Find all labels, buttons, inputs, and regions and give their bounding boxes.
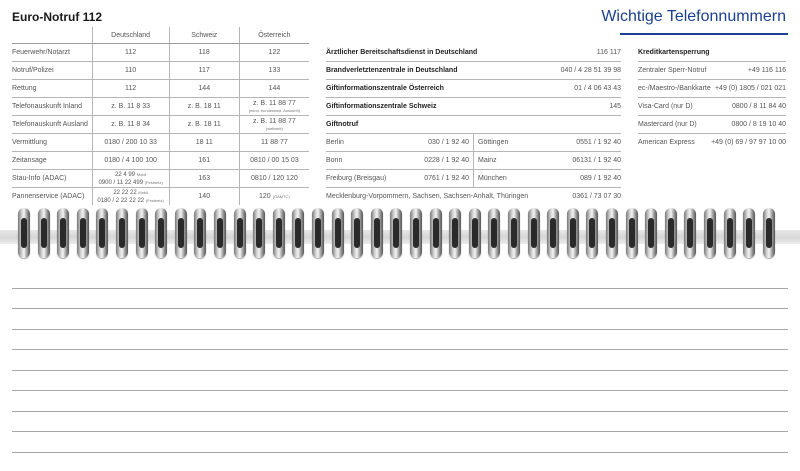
cell-de-landline-note: (Festnetz) (144, 179, 163, 185)
cell-ch: 118 (169, 44, 239, 62)
spiral-ring (567, 208, 579, 258)
cell-de-landline-note: (Festnetz) (145, 197, 164, 203)
list-item (326, 80, 621, 98)
spiral-ring (194, 208, 206, 258)
page-title: Wichtige Telefonnummern (601, 8, 786, 25)
column-header-ch: Schweiz (169, 27, 239, 44)
city-label: Freiburg (Breisgau) (326, 175, 387, 182)
cell-de: 110 (92, 62, 169, 80)
cities-left-column (326, 134, 473, 188)
spiral-ring (312, 208, 324, 258)
item-value: +49 (0) 69 / 97 97 10 00 (711, 139, 786, 146)
spiral-ring (18, 208, 30, 258)
spiral-ring (351, 208, 363, 258)
table-row (12, 80, 309, 98)
cell-at-note: (ÖAMTC) (272, 194, 290, 199)
cell-de-mobile: 22 22 22 (113, 189, 137, 196)
table-row (12, 62, 309, 80)
table-row (12, 188, 309, 206)
writing-lines (12, 268, 788, 453)
cell-at-value: z. B. 11 88 77 (253, 99, 296, 107)
writing-line (12, 268, 788, 289)
item-label: Mastercard (nur D) (638, 121, 697, 128)
item-label: Visa-Card (nur D) (638, 103, 693, 110)
spiral-ring (684, 208, 696, 258)
section-heading (638, 44, 786, 62)
cell-at: 133 (239, 62, 309, 80)
spiral-ring (273, 208, 285, 258)
cell-at-value: z. B. 11 88 77 (253, 117, 296, 125)
list-item (638, 80, 786, 98)
list-item (474, 152, 621, 170)
cell-de-landline: 0900 / 11 22 499 (98, 179, 144, 186)
list-item (638, 62, 786, 80)
cell-ch: 18 11 (169, 134, 239, 152)
list-item (326, 62, 621, 80)
spiral-ring (528, 208, 540, 258)
cell-de-mobile-note: Mobil (138, 189, 148, 195)
item-label: American Express (638, 139, 695, 146)
column-header-at: Österreich (239, 27, 309, 44)
spiral-ring (704, 208, 716, 258)
spiral-ring (136, 208, 148, 258)
city-label: Göttingen (478, 139, 509, 146)
city-label: Mainz (478, 157, 497, 164)
cell-at (239, 116, 309, 134)
spiral-ring (155, 208, 167, 258)
spiral-ring (645, 208, 657, 258)
giftnotruf-cities (326, 134, 621, 188)
writing-line (12, 391, 788, 412)
list-item (638, 134, 786, 151)
item-value: 0800 / 8 19 10 40 (731, 121, 786, 128)
item-label: Giftinformationszentrale Österreich (326, 85, 444, 92)
writing-line (12, 330, 788, 351)
spiral-ring (77, 208, 89, 258)
list-item (326, 98, 621, 116)
city-value: 089 / 1 92 40 (580, 175, 621, 182)
item-label: Zentraler Sperr-Notruf (638, 67, 707, 74)
row-label: Vermittlung (12, 134, 92, 152)
writing-line (12, 432, 788, 453)
list-item (638, 116, 786, 134)
cell-at-note: (mind. bundesweit. Auskunft) (248, 107, 301, 113)
item-label: Giftinformationszentrale Schweiz (326, 103, 437, 110)
list-item (474, 134, 621, 152)
item-value: 0361 / 73 07 30 (572, 193, 621, 200)
row-label: Telefonauskunft Ausland (12, 116, 92, 134)
item-value: 040 / 4 28 51 39 98 (560, 67, 621, 74)
cell-at: 11 88 77 (239, 134, 309, 152)
spiral-ring (38, 208, 50, 258)
city-label: Berlin (326, 139, 344, 146)
cell-ch: 117 (169, 62, 239, 80)
spiral-ring (116, 208, 128, 258)
cell-de (92, 170, 169, 188)
spiral-ring (488, 208, 500, 258)
spiral-ring (410, 208, 422, 258)
row-label: Pannenservice (ADAC) (12, 193, 85, 200)
item-label: Ärztlicher Bereitschaftsdienst in Deutschland (326, 49, 478, 56)
row-label: Stau-Info (ADAC) (12, 170, 92, 188)
cell-de: 112 (92, 80, 169, 98)
spiral-ring (175, 208, 187, 258)
cell-at (239, 98, 309, 116)
table-row (12, 98, 309, 116)
spiral-ring (292, 208, 304, 258)
cell-de: z. B. 11 8 33 (92, 98, 169, 116)
cell-de (92, 188, 169, 206)
cell-ch: z. B. 18 11 (169, 116, 239, 134)
spiral-ring (57, 208, 69, 258)
item-value: +49 116 116 (747, 67, 786, 74)
spiral-ring (606, 208, 618, 258)
table-row (12, 152, 309, 170)
spiral-ring (626, 208, 638, 258)
spiral-ring (743, 208, 755, 258)
spiral-ring (449, 208, 461, 258)
writing-line (12, 309, 788, 330)
writing-line (12, 412, 788, 433)
cell-at: 144 (239, 80, 309, 98)
cell-at-note: (weltweit) (265, 125, 283, 131)
emergency-numbers-table (12, 27, 309, 205)
row-label: Telefonauskunft Inland (12, 98, 92, 116)
spiral-ring (547, 208, 559, 258)
spiral-ring (586, 208, 598, 258)
city-label: München (478, 175, 507, 182)
section-title: Giftnotruf (326, 121, 359, 128)
table-row (12, 170, 309, 188)
cell-ch: 161 (169, 152, 239, 170)
cell-de-mobile-note: Mobil (136, 171, 147, 177)
list-item (474, 170, 621, 188)
cell-de-mobile: 22 4 99 (114, 171, 136, 178)
giftnotruf-heading (326, 116, 621, 134)
item-value: 145 (609, 103, 621, 110)
spiral-ring (96, 208, 108, 258)
city-value: 030 / 1 92 40 (428, 139, 469, 146)
row-label: Rettung (12, 80, 92, 98)
cell-at: 0810 / 00 15 03 (239, 152, 309, 170)
cell-at-value: 120 (259, 193, 271, 200)
cell-de-landline: 0180 / 2 22 22 22 (97, 197, 145, 204)
city-value: 0761 / 1 92 40 (424, 175, 469, 182)
cell-at (239, 188, 309, 206)
spiral-binding (0, 208, 800, 263)
writing-line (12, 289, 788, 310)
list-item (638, 98, 786, 116)
city-value: 06131 / 1 92 40 (572, 157, 621, 164)
item-label: ec-/Maestro-/Bankkarte (638, 85, 711, 92)
row-label: Feuerwehr/Notarzt (12, 44, 92, 62)
item-label: Brandverletztenzentrale in Deutschland (326, 67, 458, 74)
cell-de: 112 (92, 44, 169, 62)
item-value: 01 / 4 06 43 43 (574, 85, 621, 92)
item-label: Mecklenburg-Vorpommern, Sachsen, Sachsen-Anhalt, Thüringen (326, 193, 529, 200)
spiral-ring (508, 208, 520, 258)
item-value: 116 117 (596, 49, 621, 56)
row-label: Zeitansage (12, 152, 92, 170)
cities-right-column (473, 134, 621, 188)
cell-ch: 144 (169, 80, 239, 98)
item-value: +49 (0) 1805 / 021 021 (714, 85, 786, 92)
spiral-ring (665, 208, 677, 258)
list-item (326, 44, 621, 62)
table-row (12, 134, 309, 152)
spiral-ring (469, 208, 481, 258)
cell-at: 0810 / 120 120 (239, 170, 309, 188)
spiral-ring (332, 208, 344, 258)
city-value: 0228 / 1 92 40 (424, 157, 469, 164)
cell-ch: 163 (169, 170, 239, 188)
spiral-ring (234, 208, 246, 258)
list-item (326, 188, 621, 205)
card-blocking-list (638, 44, 786, 151)
writing-line (12, 350, 788, 371)
list-item (326, 134, 473, 152)
table-header-row (12, 27, 309, 44)
table-row (12, 44, 309, 62)
item-value: 0800 / 8 11 84 40 (732, 103, 786, 110)
section-title: Kreditkartensperrung (638, 49, 710, 56)
cell-ch: z. B. 18 11 (169, 98, 239, 116)
cell-de: 0180 / 4 100 100 (92, 152, 169, 170)
writing-line (12, 371, 788, 392)
spiral-ring (253, 208, 265, 258)
services-list (326, 44, 621, 205)
table-row (12, 116, 309, 134)
euro-notruf-title: Euro-Notruf 112 (12, 10, 103, 24)
row-label: Notruf/Polizei (12, 62, 92, 80)
spiral-ring (430, 208, 442, 258)
cell-at: 122 (239, 44, 309, 62)
cell-ch: 140 (169, 188, 239, 206)
cell-de: z. B. 11 8 34 (92, 116, 169, 134)
spiral-ring (371, 208, 383, 258)
list-item (326, 152, 473, 170)
city-value: 0551 / 1 92 40 (576, 139, 621, 146)
spiral-ring (763, 208, 775, 258)
column-header-de: Deutschland (92, 27, 169, 44)
title-underline (620, 33, 788, 35)
spiral-ring (390, 208, 402, 258)
header-blank (12, 27, 92, 44)
spiral-ring (214, 208, 226, 258)
list-item (326, 170, 473, 188)
cell-de: 0180 / 200 10 33 (92, 134, 169, 152)
city-label: Bonn (326, 157, 343, 164)
spiral-ring (724, 208, 736, 258)
